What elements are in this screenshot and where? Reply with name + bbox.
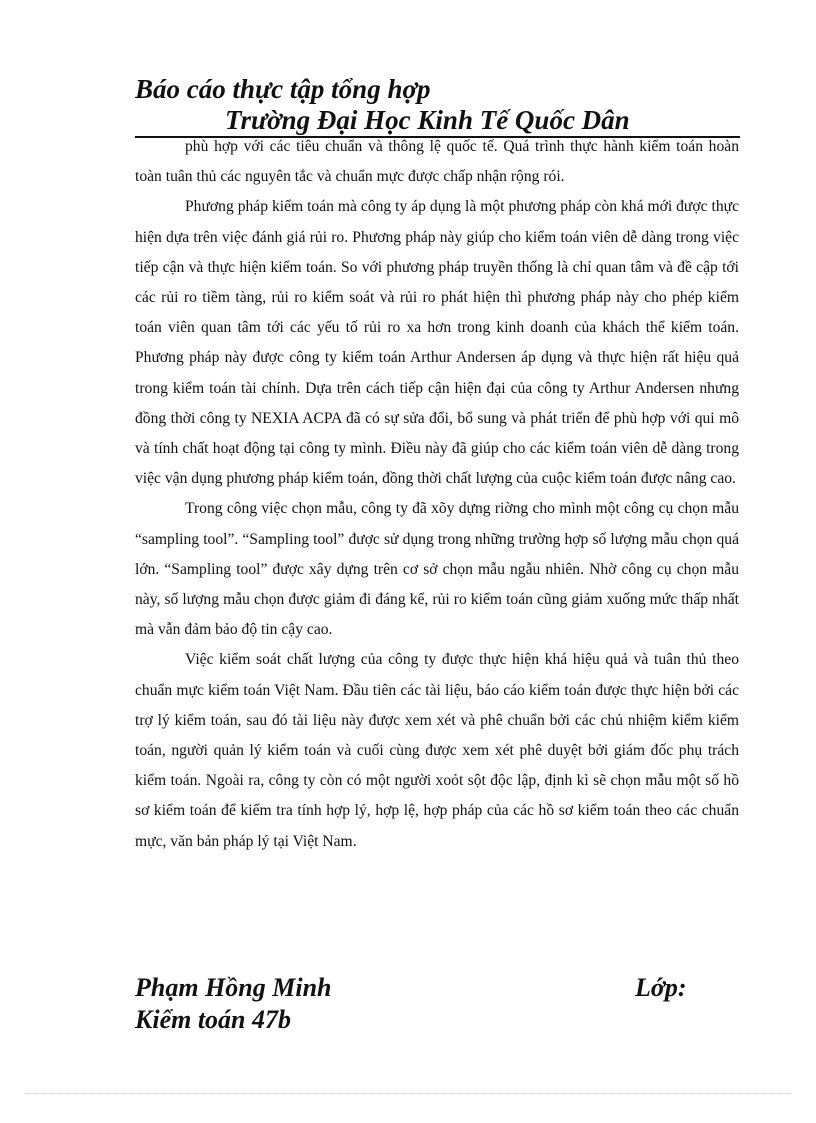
page-header — [135, 72, 740, 138]
body-paragraph: phù hợp với các tiêu chuẩn và thông lệ quốc tế. Quá trình thực hành kiểm toán hoàn toàn tuân thủ các nguyên tắc và chuẩn mực được chấp nhận rộng rói. — [135, 138, 739, 186]
header-report-title: Báo cáo thực tập tổng hợp — [135, 74, 431, 104]
footer-author-name: Phạm Hồng Minh — [135, 973, 332, 1002]
body-paragraph: Việc kiểm soát chất lượng của công ty được thực hiện khá hiệu quả và tuân thủ theo chuẩn mực kiểm toán Việt Nam. Đầu tiên các tài liệu, báo cáo kiểm toán được thực hiện bởi các trợ lý kiểm toán, sau đó tài liệu này được xem xét và phê chuẩn bởi các chủ nhiệm kiểm kiểm toán, người quản lý kiểm toán và cuối cùng được xem xét phê duyệt bởi giám đốc phụ trách kiểm toán. Ngoài ra, công ty còn có một người xoỏt sột độc lập, định kì sẽ chọn mẫu một số hồ sơ kiểm toán để kiểm tra tính hợp lý, hợp lệ, hợp pháp của các hồ sơ kiểm toán theo các chuẩn mực, văn bản pháp lý tại Việt Nam. — [135, 651, 739, 850]
header-university-name: Trường Đại Học Kinh Tế Quốc Dân — [225, 105, 630, 135]
body-paragraph: Trong công việc chọn mẫu, công ty đã xõy dựng riờng cho mình một công cụ chọn mẫu “sampling tool”. “Sampling tool” được sử dụng trong những trường hợp số lượng mẫu chọn quá lớn. “Sampling tool” được xây dựng trên cơ sở chọn mẫu ngẫu nhiên. Nhờ công cụ chọn mẫu này, số lượng mẫu chọn được giảm đi đáng kể, rủi ro kiểm toán cũng giảm xuống mức thấp nhất mà vẫn đảm bảo độ tin cậy cao. — [135, 500, 739, 639]
page-bottom-divider — [25, 1093, 791, 1094]
footer-class-label: Lớp: — [635, 973, 687, 1002]
footer-class-name: Kiểm toán 47b — [135, 1005, 292, 1034]
body-text — [135, 132, 739, 857]
body-paragraph: Phương pháp kiểm toán mà công ty áp dụng là một phương pháp còn khá mới được thực hiện dựa trên việc đánh giá rủi ro. Phương pháp này giúp cho kiểm toán viên dễ dàng trong việc tiếp cận và thực hiện kiểm toán. So với phương pháp truyền thống là chỉ quan tâm và đề cập tới các rủi ro tiềm tàng, rủi ro kiểm soát và rủi ro phát hiện thì phương pháp này cho phép kiểm toán viên quan tâm tới các yếu tố rủi ro xa hơn trong kinh doanh của khách thể kiểm toán. Phương pháp này được công ty kiểm toán Arthur Andersen áp dụng và thực hiện rất hiệu quả trong kiểm toán tài chính. Dựa trên cách tiếp cận hiện đại của công ty Arthur Andersen nhưng đồng thời công ty NEXIA ACPA đã có sự sửa đổi, bổ sung và phát triển để phù hợp với qui mô và tính chất hoạt động tại công ty mình. Điều này đã giúp cho các kiểm toán viên dễ dàng trong việc vận dụng phương pháp kiểm toán, đồng thời chất lượng của cuộc kiểm toán được nâng cao. — [135, 198, 739, 488]
